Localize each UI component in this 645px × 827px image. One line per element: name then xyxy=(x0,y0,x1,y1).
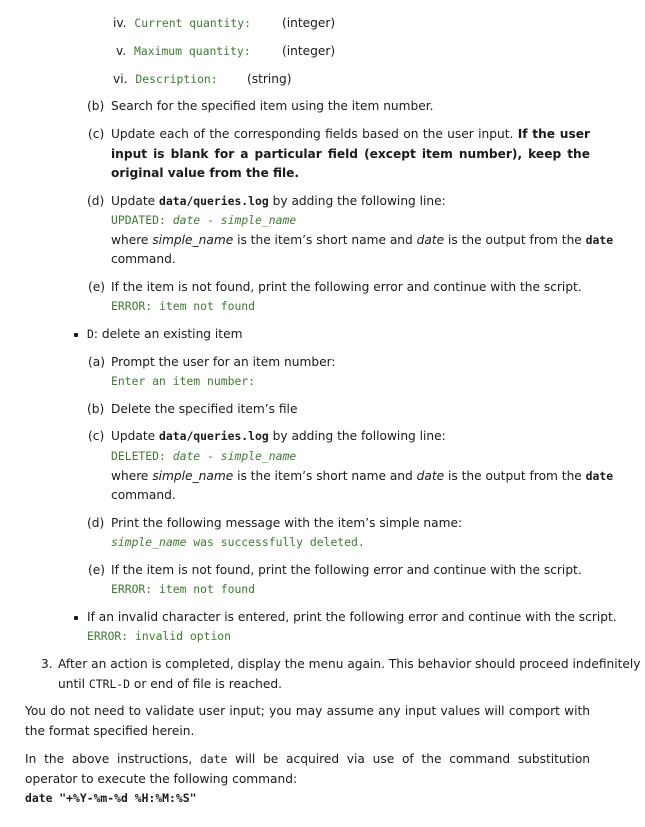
msg-name: simple_name xyxy=(111,535,187,549)
menu-key: D xyxy=(87,327,94,341)
list-marker: (b) xyxy=(87,99,105,113)
step-text: is the item’s short name and xyxy=(233,233,417,247)
step-text: by adding the following line: xyxy=(268,429,446,443)
log-date: date xyxy=(172,449,201,463)
log-line-updated xyxy=(111,212,296,229)
var-name: simple_name xyxy=(152,469,234,483)
step-text: or end of file is reached. xyxy=(130,677,282,691)
paragraph-date xyxy=(25,750,590,789)
delete-step-a: Prompt the user for an item number: xyxy=(111,355,336,369)
list-marker: (e) xyxy=(88,563,106,577)
step-text: Update xyxy=(111,194,160,208)
delete-step-d: Print the following message with the item’s simple name: xyxy=(111,516,463,530)
invalid-bullet: If an invalid character is entered, print the following error and continue with the script. xyxy=(87,610,617,624)
list-marker: (c) xyxy=(88,429,105,443)
where-end: command. xyxy=(111,252,176,266)
log-file-path: data/queries.log xyxy=(159,194,269,208)
step-3-text: After an action is completed, display the menu again. This behavior should proceed indefinitely xyxy=(58,657,641,671)
field-number: iv. xyxy=(113,16,127,30)
log-dash: - xyxy=(207,213,214,227)
bullet-marker xyxy=(74,616,78,620)
field-type: (string) xyxy=(247,72,292,86)
field-name: Current quantity: xyxy=(134,16,251,30)
field-name: Description: xyxy=(135,72,218,86)
step-text: Update xyxy=(111,429,160,443)
command-name: date xyxy=(199,752,228,766)
log-line-deleted xyxy=(111,448,296,465)
step-text: where xyxy=(111,233,153,247)
step-text: by adding the following line: xyxy=(268,194,446,208)
where-line xyxy=(111,232,613,249)
error-message: ERROR: item not found xyxy=(111,299,256,313)
delete-bullet xyxy=(87,326,242,343)
step-text: Update each of the corresponding fields based on the user input. xyxy=(111,127,518,141)
list-marker: (e) xyxy=(88,280,106,294)
command-name: date xyxy=(585,469,614,483)
step-text: until xyxy=(58,677,89,691)
update-step-d xyxy=(111,193,446,210)
update-step-c xyxy=(111,125,590,184)
var-name: date xyxy=(416,233,445,247)
list-marker: 3. xyxy=(41,657,53,671)
step-emphasis: If the user input is blank for a particular field (except item number), keep the original value from the file. xyxy=(111,127,590,180)
update-step-b: Search for the specified item using the item number. xyxy=(111,99,434,113)
field-row-maximum-quantity xyxy=(116,43,251,60)
paragraph-validation: You do not need to validate user input; you may assume any input values will comport with the format specified herein. xyxy=(25,704,590,738)
log-label: UPDATED: xyxy=(111,213,166,227)
key-combo: CTRL-D xyxy=(88,677,131,691)
list-marker: (b) xyxy=(87,402,105,416)
update-step-e: If the item is not found, print the following error and continue with the script. xyxy=(111,280,582,294)
bullet-text: : delete an existing item xyxy=(93,327,243,341)
command-name: date xyxy=(585,233,614,247)
msg-rest: was successfully deleted. xyxy=(186,535,365,549)
field-row-description xyxy=(113,71,218,88)
field-type: (integer) xyxy=(282,44,336,58)
error-message: ERROR: invalid option xyxy=(87,629,232,643)
log-file-path: data/queries.log xyxy=(159,429,269,443)
var-name: date xyxy=(416,469,445,483)
para-text: will be acquired via use of the command substitution operator to execute the following command: xyxy=(25,752,590,786)
prompt-text: Enter an item number: xyxy=(111,374,256,388)
error-message: ERROR: item not found xyxy=(111,582,256,596)
field-type: (integer) xyxy=(282,16,336,30)
field-name: Maximum quantity: xyxy=(134,44,251,58)
log-date: date xyxy=(172,213,201,227)
delete-step-e: If the item is not found, print the following error and continue with the script. xyxy=(111,563,582,577)
field-number: v. xyxy=(116,44,127,58)
delete-step-b: Delete the specified item’s file xyxy=(111,402,298,416)
list-marker: (a) xyxy=(88,355,105,369)
success-message xyxy=(111,534,365,551)
para-text: In the above instructions, xyxy=(25,752,200,766)
field-number: vi. xyxy=(113,72,128,86)
where-line xyxy=(111,468,613,485)
where-end: command. xyxy=(111,488,176,502)
date-command: date "+%Y-%m-%d %H:%M:%S" xyxy=(25,791,197,805)
step-text: is the output from the xyxy=(444,233,586,247)
log-label: DELETED: xyxy=(111,449,166,463)
var-name: simple_name xyxy=(152,233,234,247)
log-name: simple_name xyxy=(220,449,297,463)
bullet-marker xyxy=(74,333,78,337)
list-marker: (d) xyxy=(87,194,105,208)
field-row-current-quantity xyxy=(113,15,251,32)
delete-step-c xyxy=(111,428,446,445)
log-name: simple_name xyxy=(220,213,297,227)
step-text: is the item’s short name and xyxy=(233,469,417,483)
list-marker: (c) xyxy=(88,127,105,141)
log-dash: - xyxy=(207,449,214,463)
list-marker: (d) xyxy=(87,516,105,530)
step-text: where xyxy=(111,469,153,483)
step-3-text-cont xyxy=(58,676,282,693)
step-text: is the output from the xyxy=(444,469,586,483)
